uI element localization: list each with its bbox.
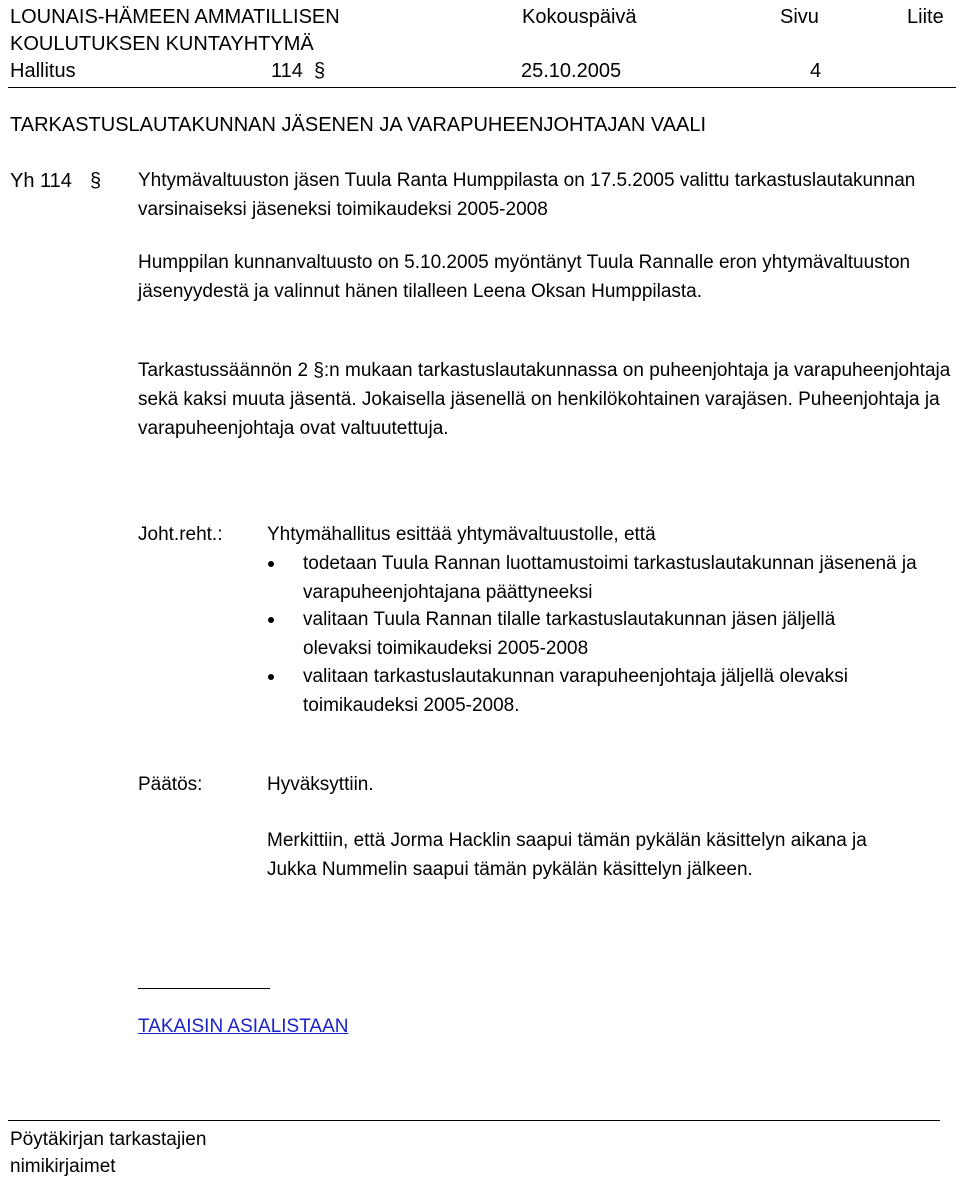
proposal-item: valitaan tarkastuslautakunnan varapuheenjohtaja jäljellä olevaksi toimikaudeksi 2005-2008.	[303, 666, 849, 716]
proposal-intro: Yhtymähallitus esittää yhtymävaltuustolle, että	[267, 524, 656, 545]
section-label: Yh 114	[10, 170, 72, 192]
bullet-icon	[268, 617, 274, 623]
page-number: 4	[810, 60, 822, 82]
decision-note: Merkittiin, että Jorma Hacklin saapui tämän pykälän käsittelyn aikana ja Jukka Nummelin saapui tämän pykälän käsittelyn jälkeen.	[267, 830, 867, 880]
body-name: Hallitus	[10, 60, 76, 82]
paragraph-resignation: Humppilan kunnanvaltuusto on 5.10.2005 myöntänyt Tuula Rannalle eron yhtymävaltuuston jäsenyydestä ja valinnut hänen tilalleen Leena Oksan Humppilasta.	[138, 252, 911, 302]
meeting-date: 25.10.2005	[521, 60, 622, 82]
section-sign-icon: §	[314, 60, 326, 82]
org-name-line2: KOULUTUKSEN KUNTAYHTYMÄ	[10, 33, 314, 55]
document-title: TARKASTUSLAUTAKUNNAN JÄSENEN JA VARAPUHEENJOHTAJAN VAALI	[10, 114, 707, 136]
bullet-icon	[268, 561, 274, 567]
decision-label: Päätös:	[138, 774, 203, 795]
footer-divider	[8, 1120, 940, 1121]
section-sign-icon: §	[90, 170, 102, 192]
header-divider	[8, 87, 956, 88]
proposal-label: Joht.reht.:	[138, 524, 223, 545]
section-number: 114	[271, 60, 303, 82]
page-label: Sivu	[780, 6, 819, 28]
attachment-label: Liite	[907, 6, 944, 28]
paragraph-election: Yhtymävaltuuston jäsen Tuula Ranta Humppilasta on 17.5.2005 valittu tarkastuslautakunnan varsinaiseksi jäseneksi toimikaudeksi 2005-2008	[138, 170, 916, 220]
signature-line	[138, 988, 270, 989]
paragraph-rules: Tarkastussäännön 2 §:n mukaan tarkastuslautakunnassa on puheenjohtaja ja varapuheenjohtaja sekä kaksi muuta jäsentä. Jokaisella jäsenellä on henkilökohtainen varajäsen. Puheenjohtaja ja varapuheenjohtaja ovat valtuutettuja.	[138, 360, 951, 439]
footer-signatures-line2: nimikirjaimet	[10, 1156, 116, 1177]
org-name-line1: LOUNAIS-HÄMEEN AMMATILLISEN	[10, 6, 340, 28]
bullet-icon	[268, 674, 274, 680]
proposal-item: todetaan Tuula Rannan luottamustoimi tarkastuslautakunnan jäsenenä ja varapuheenjohtajana päättyneeksi	[303, 553, 917, 603]
decision-result: Hyväksyttiin.	[267, 774, 374, 795]
proposal-item: valitaan Tuula Rannan tilalle tarkastuslautakunnan jäsen jäljellä olevaksi toimikaudeksi 2005-2008	[303, 609, 836, 659]
meeting-date-label: Kokouspäivä	[522, 6, 637, 28]
back-to-agenda-link[interactable]: TAKAISIN ASIALISTAAN	[138, 1016, 349, 1037]
footer-signatures-line1: Pöytäkirjan tarkastajien	[10, 1129, 207, 1150]
